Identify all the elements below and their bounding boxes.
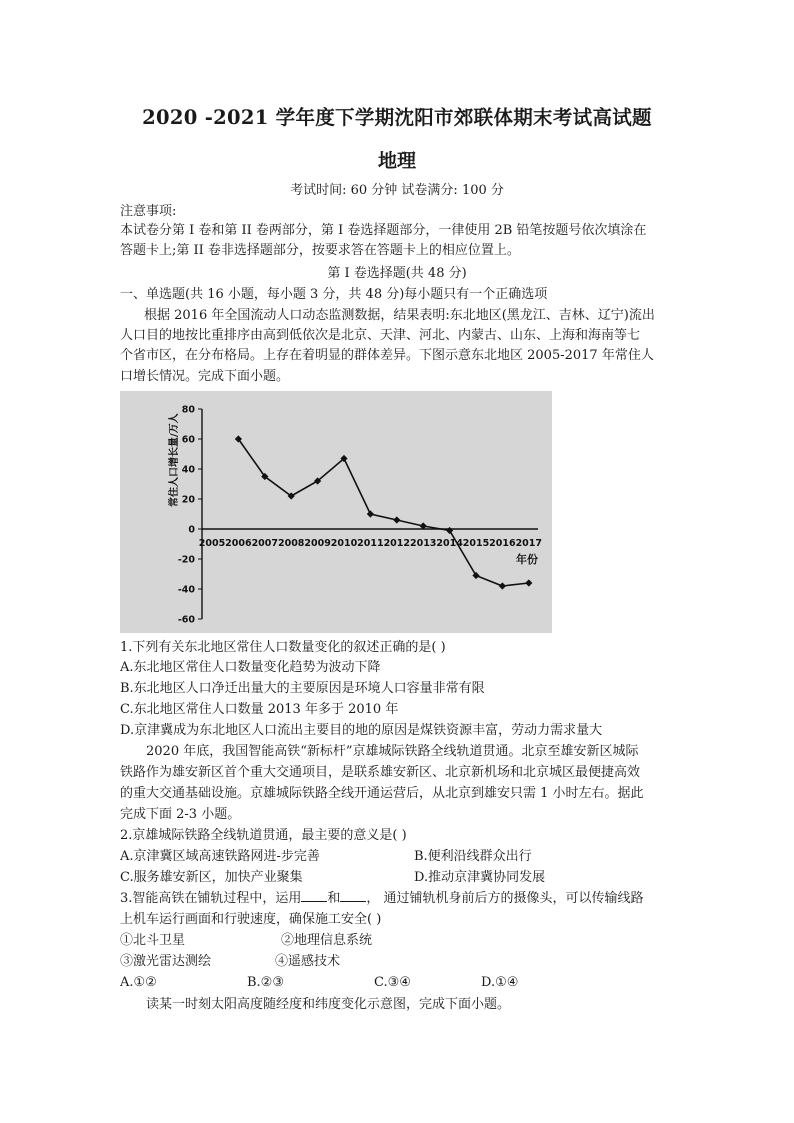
y-tick-label: -60 <box>177 614 195 626</box>
notice-line-2: 答题卡上;第 II 卷非选择题部分，按要求答在答题卡上的相应位置上。 <box>120 243 520 258</box>
y-tick-label: 60 <box>181 434 195 446</box>
x-axis-label: 年份 <box>516 553 538 566</box>
q1-option-b: B.东北地区人口净迁出量大的主要原因是环境人口容量非常有限 <box>120 681 485 696</box>
y-tick-label: 20 <box>181 494 195 506</box>
q3-item-2: ②地理信息系统 <box>281 933 373 948</box>
x-tick-label: 2006 <box>225 538 252 549</box>
data-point-2015 <box>472 572 479 579</box>
y-tick-label: -40 <box>177 584 195 596</box>
passage1-line-3: 个省市区，在分布格局。上存在着明显的群体差异。下图示意东北地区 2005-2017 年常住人 <box>120 348 654 363</box>
passage2-line-1: 2020 年底，我国智能高铁“新标杆”京雄城际铁路全线轨道贯通。北京至雄安新区城际 <box>146 744 639 759</box>
q1-stem: 1.下列有关东北地区常住人口数量变化的叙述正确的是( ) <box>120 640 446 655</box>
x-tick-label: 2014 <box>436 538 463 549</box>
q2-option-a: A.京津冀区域高速铁路网进-步完善 <box>120 849 320 864</box>
y-tick-label: 80 <box>181 404 195 416</box>
q1-option-a: A.东北地区常住人口数量变化趋势为波动下降 <box>120 660 381 675</box>
passage3-line-1: 读某一时刻太阳高度随经度和纬度变化示意图，完成下面小题。 <box>146 997 511 1012</box>
y-axis-label: 常住人口增长量/万人 <box>169 413 180 507</box>
q3-item-1: ①北斗卫星 <box>120 933 186 948</box>
data-point-2016 <box>499 582 506 589</box>
x-tick-label: 2016 <box>489 538 516 549</box>
q3-stem-part-c: ， 通过铺轨机身前后方的摄像头，可以传输线路 <box>366 891 644 906</box>
x-tick-label: 2010 <box>330 538 358 549</box>
series-line <box>238 439 528 586</box>
q3-option-c: C.③④ <box>374 975 411 990</box>
q2-stem: 2.京雄城际铁路全线轨道贯通，最主要的意义是( ) <box>120 828 407 843</box>
population-chart-svg <box>120 391 552 633</box>
x-tick-label: 2015 <box>462 538 490 549</box>
x-tick-label: 2013 <box>409 538 437 549</box>
data-point-2017 <box>525 579 532 586</box>
q3-item-3: ③激光雷达测绘 <box>120 954 212 969</box>
notice-line-1: 本试卷分第 I 卷和第 II 卷两部分，第 I 卷选择题部分，一律使用 2B 铅笔按题号依次填涂在 <box>120 223 647 238</box>
q3-option-b: B.②③ <box>247 975 284 990</box>
q3-option-a: A.①② <box>120 975 157 990</box>
q3-stem <box>120 889 680 908</box>
y-tick-label: 0 <box>188 524 195 536</box>
passage2-line-4: 完成下面 2-3 小题。 <box>120 807 241 822</box>
data-point-2012 <box>393 516 400 523</box>
x-tick-label: 2005 <box>198 538 226 549</box>
passage1-line-2: 人口目的地按比重排序由高到低依次是北京、天津、河北、内蒙古、山东、上海和海南等七 <box>120 328 641 343</box>
population-chart <box>120 391 552 633</box>
q3-blank-2 <box>340 889 366 902</box>
q1-option-c: C.东北地区常住人口数量 2013 年多于 2010 年 <box>120 702 399 717</box>
q3-stem-part-a: 3.智能高铁在铺轨过程中，运用 <box>120 891 302 906</box>
data-point-2011 <box>367 510 374 517</box>
x-tick-label: 2012 <box>383 538 411 549</box>
passage2-line-3: 的重大交通基础设施。京雄城际铁路全线开通运营后，从北京到雄安只需 1 小时左右。据此 <box>120 786 644 801</box>
notice-heading: 注意事项: <box>120 204 177 219</box>
q3-stem-part-b: 和 <box>327 891 341 906</box>
x-tick-label: 2008 <box>277 538 305 549</box>
y-tick-label: 40 <box>181 464 195 476</box>
passage2-line-2: 铁路作为雄安新区首个重大交通项目，是联系雄安新区、北京新机场和北京城区最便捷高效 <box>120 765 641 780</box>
exam-info: 考试时间: 60 分钟 试卷满分: 100 分 <box>290 183 504 198</box>
x-tick-label: 2017 <box>515 538 543 549</box>
section-heading: 一、单选题(共 16 小题，每小题 3 分，共 48 分)每小题只有一个正确选项 <box>120 287 548 302</box>
q1-option-d: D.京津冀成为东北地区人口流出主要目的地的原因是煤铁资源丰富，劳动力需求量大 <box>120 723 603 738</box>
q2-option-b: B.便利沿线群众出行 <box>414 849 532 864</box>
x-tick-label: 2009 <box>304 538 331 549</box>
x-tick-label: 2007 <box>251 538 279 549</box>
passage1-line-1: 根据 2016 年全国流动人口动态监测数据，结果表明:东北地区(黑龙江、吉林、辽宁)流出 <box>144 308 655 323</box>
q2-option-c: C.服务雄安新区，加快产业聚集 <box>120 870 303 885</box>
q2-option-d: D.推动京津冀协同发展 <box>414 870 546 885</box>
passage1-line-4: 口增长情况。完成下面小题。 <box>120 369 290 384</box>
y-tick-label: -20 <box>177 554 195 566</box>
q3-stem-line-2: 上机车运行画面和行驶速度，确保施工安全( ) <box>120 912 382 927</box>
exam-title: 2020 -2021 学年度下学期沈阳市郊联体期末考试高试题 <box>142 106 652 129</box>
data-point-2014 <box>446 527 453 534</box>
q3-blank-1 <box>301 889 327 902</box>
subject-title: 地理 <box>377 150 416 172</box>
part1-heading: 第 I 卷选择题(共 48 分) <box>327 266 467 281</box>
q3-item-4: ④遥感技术 <box>275 954 341 969</box>
q3-option-d: D.①④ <box>481 975 519 990</box>
x-tick-label: 2011 <box>357 538 384 549</box>
